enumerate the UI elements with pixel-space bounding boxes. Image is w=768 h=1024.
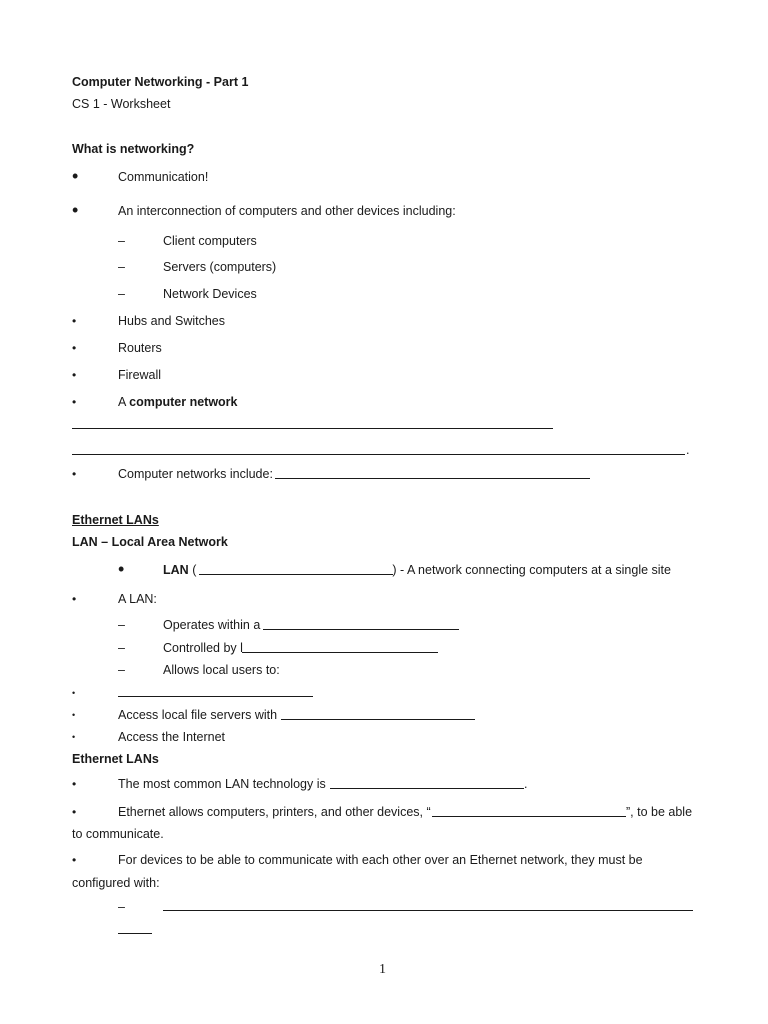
bold-term: LAN (163, 563, 189, 577)
bullet-icon: • (72, 732, 76, 742)
bullet-icon: • (72, 853, 77, 867)
subheading-lan: LAN – Local Area Network (72, 535, 228, 549)
bullet-icon: • (118, 559, 125, 579)
trailing-period: . (686, 443, 690, 457)
answer-blank[interactable] (72, 454, 685, 455)
list-item: Ethernet allows computers, printers, and other devices, “ (118, 805, 431, 819)
sentence-period: . (524, 777, 528, 791)
list-item-prefix: A (118, 395, 126, 409)
list-item: Communication! (118, 170, 209, 184)
dash-icon: – (118, 618, 125, 632)
answer-blank[interactable] (275, 478, 590, 479)
sub-list-item-text: Controlled by (163, 641, 237, 655)
page-number: 1 (379, 962, 386, 977)
dash-icon: – (118, 641, 125, 655)
answer-blank[interactable] (199, 574, 393, 575)
answer-blank[interactable] (330, 788, 524, 789)
sub-list-item: Client computers (163, 234, 257, 248)
bullet-icon: • (72, 592, 77, 606)
answer-blank[interactable] (263, 629, 459, 630)
bullet-icon: • (72, 467, 77, 481)
answer-blank[interactable] (163, 910, 693, 911)
section-heading-ethernet-lans-2: Ethernet LANs (72, 752, 159, 766)
list-item: Routers (118, 341, 162, 355)
bullet-icon: • (72, 688, 76, 698)
list-item: An interconnection of computers and other devices including: (118, 204, 456, 218)
bullet-icon: • (72, 314, 77, 328)
section-heading-ethernet-lans: Ethernet LANs (72, 513, 159, 527)
bullet-icon: • (72, 368, 77, 382)
dash-icon: – (118, 900, 125, 914)
document-title: Computer Networking - Part 1 (72, 75, 249, 89)
list-item: Firewall (118, 368, 162, 382)
dash-icon: – (118, 663, 125, 677)
list-item: The most common LAN technology is (118, 777, 326, 791)
bullet-icon: • (72, 710, 76, 720)
bullet-icon: • (72, 395, 77, 409)
answer-blank[interactable] (118, 933, 152, 934)
dash-icon: – (118, 287, 125, 301)
answer-blank[interactable] (72, 428, 553, 429)
sub-list-item: Allows local users to: (163, 663, 280, 677)
lan-definition (163, 562, 671, 578)
answer-blank[interactable] (281, 719, 475, 720)
answer-blank[interactable] (118, 696, 313, 697)
list-item-continued: ”, to be able (626, 805, 693, 819)
bullet-icon: • (72, 777, 77, 791)
document-subtitle: CS 1 - Worksheet (72, 97, 171, 111)
list-item: Computer networks include: (118, 467, 273, 481)
bullet-icon: • (72, 341, 77, 355)
dash-icon: – (118, 234, 125, 248)
open-paren: ( (192, 563, 197, 577)
sub-list-item: Operates within a (163, 618, 261, 632)
list-item: A LAN: (118, 592, 157, 606)
list-item: Hubs and Switches (118, 314, 226, 328)
dash-icon: – (118, 260, 125, 274)
sub-list-item: Servers (computers) (163, 260, 277, 274)
sub-list-item: Network Devices (163, 287, 257, 301)
bullet-icon: • (72, 166, 79, 186)
list-item: Access local file servers with (118, 708, 278, 722)
handwritten-mark: l (240, 641, 243, 655)
answer-blank[interactable] (242, 652, 438, 653)
list-item: For devices to be able to communicate with each other over an Ethernet network, they must be (118, 853, 643, 867)
list-item: Access the Internet (118, 730, 226, 744)
bullet-icon: • (72, 200, 79, 220)
list-item (118, 394, 238, 410)
bullet-icon: • (72, 805, 77, 819)
list-item-continued: configured with: (72, 876, 160, 890)
sub-list-item (163, 640, 243, 656)
lan-definition-rest: ) - A network connecting computers at a single site (392, 563, 671, 577)
bold-term: computer network (129, 395, 238, 409)
section-heading-networking: What is networking? (72, 142, 195, 156)
answer-blank[interactable] (432, 816, 626, 817)
list-item-continued: to communicate. (72, 827, 164, 841)
